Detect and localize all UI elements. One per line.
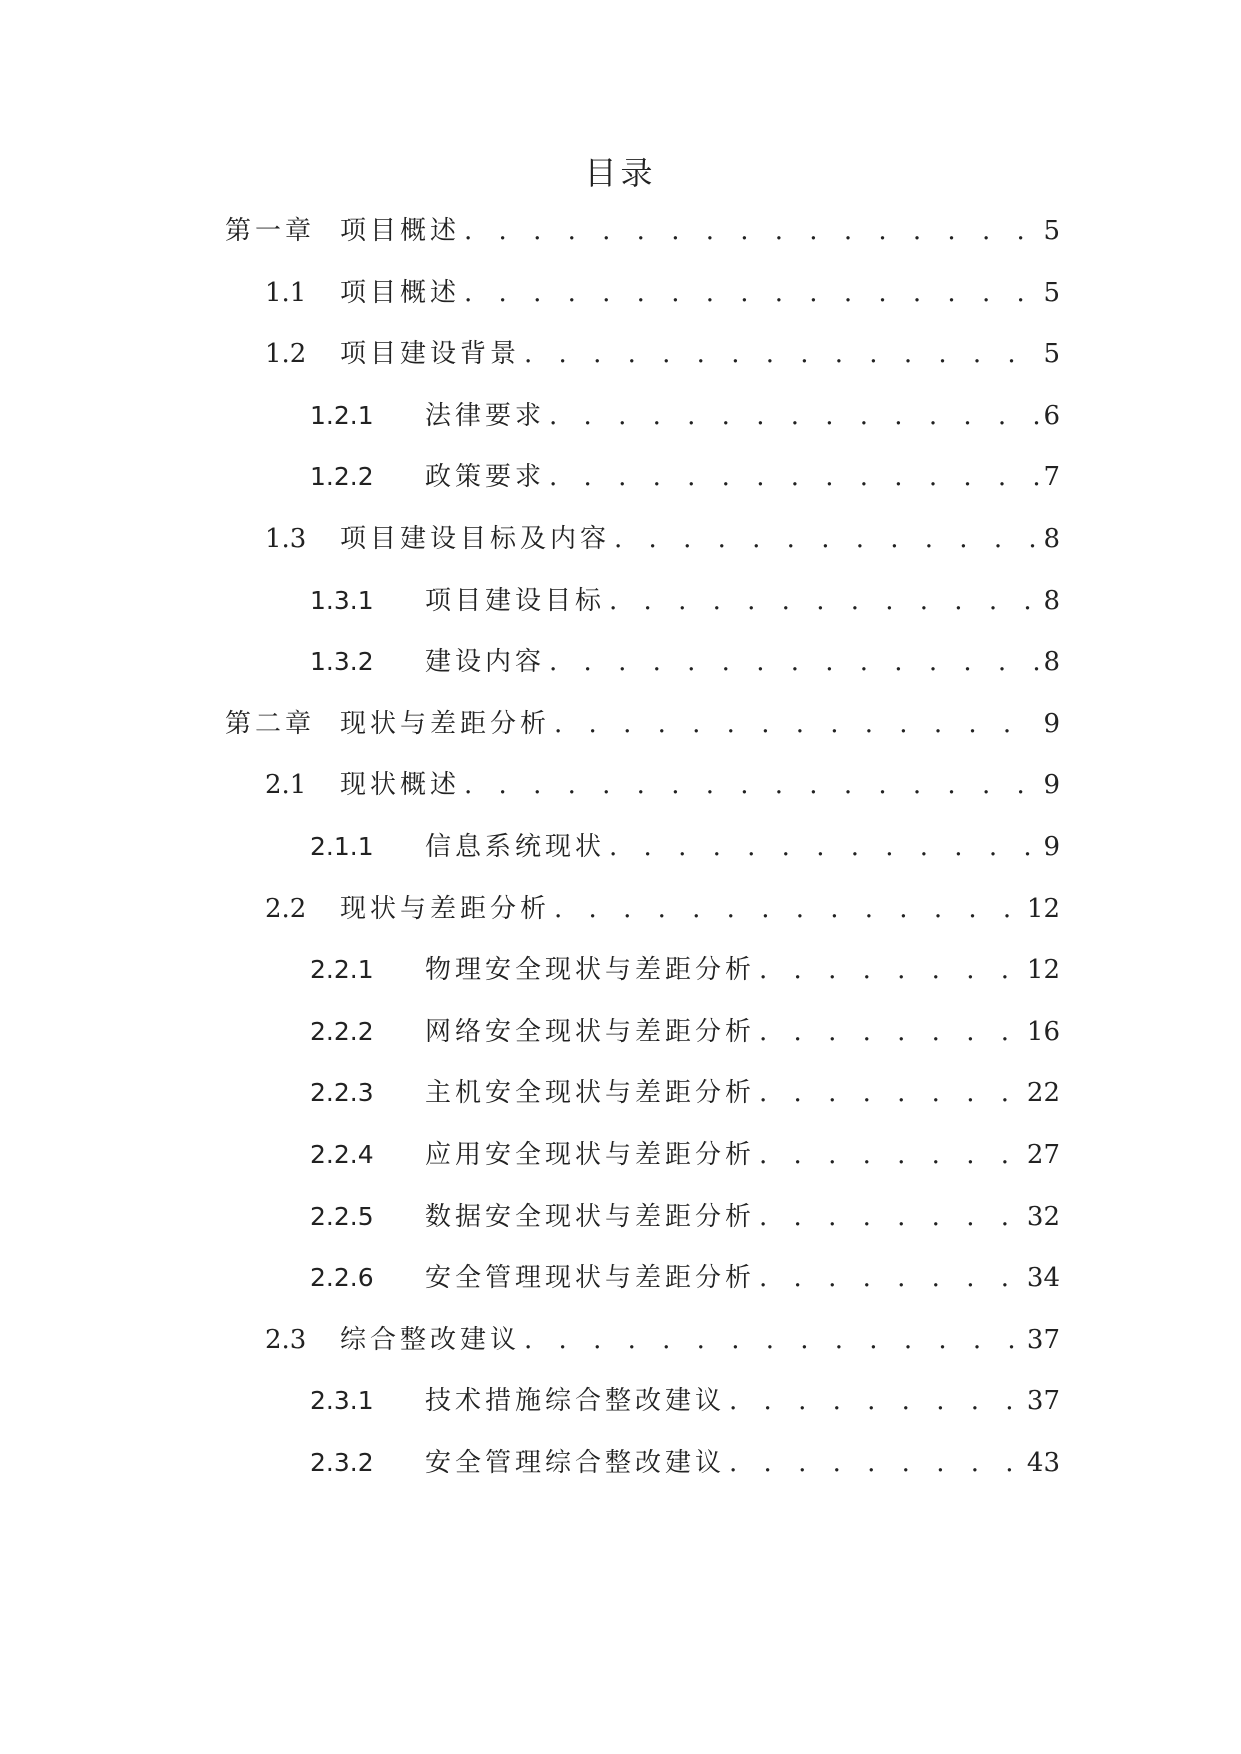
toc-entry-title: 应用安全现状与差距分析 [425, 1139, 756, 1170]
toc-entry[interactable] [225, 1257, 1060, 1319]
toc-entry-page: 5 [1043, 216, 1060, 246]
toc-entry[interactable] [225, 1072, 1060, 1134]
toc-entry[interactable] [225, 333, 1060, 395]
toc-entry-number: 1.3 [265, 523, 307, 554]
toc-entry-title: 安全管理现状与差距分析 [425, 1263, 756, 1294]
toc-entry[interactable] [225, 272, 1060, 334]
toc-entry-title: 现状概述 [340, 770, 461, 801]
toc-entry-number: 2.2 [265, 893, 307, 924]
toc-leader-dots [729, 1448, 1023, 1478]
toc-entry-number: 2.3 [265, 1324, 307, 1355]
toc-entry[interactable] [225, 518, 1060, 580]
toc-entry-page: 5 [1043, 339, 1060, 370]
toc-entry-title: 安全管理综合整改建议 [425, 1447, 726, 1478]
toc-leader-dots [524, 339, 1039, 369]
toc-entry-number: 1.2.2 [310, 462, 374, 492]
toc-entry-title: 项目建设目标及内容 [340, 523, 611, 554]
toc-entry-page: 9 [1043, 770, 1060, 801]
toc-entry-page: 8 [1043, 585, 1060, 616]
toc-leader-dots [759, 1017, 1023, 1047]
toc-leader-dots [609, 586, 1039, 616]
toc-entry-title: 信息系统现状 [425, 831, 606, 862]
toc-entry-title: 政策要求 [425, 462, 546, 493]
toc-entry[interactable] [225, 1196, 1060, 1258]
toc-entry-title: 项目建设背景 [340, 339, 521, 370]
toc-entry-title: 建设内容 [425, 647, 546, 678]
toc-entry[interactable] [225, 1134, 1060, 1196]
toc-entry-page: 32 [1026, 1201, 1060, 1232]
toc-entry-title: 项目概述 [340, 216, 461, 246]
toc-entry-title: 项目建设目标 [425, 585, 606, 616]
toc-entry-number: 2.2.3 [310, 1078, 374, 1108]
toc-entry[interactable] [225, 888, 1060, 950]
toc-heading: 目录 [584, 154, 657, 192]
toc-leader-dots [554, 709, 1039, 739]
toc-leader-dots [549, 401, 1039, 431]
toc-entry-number: 2.1.1 [310, 831, 374, 861]
toc-entry-title: 主机安全现状与差距分析 [425, 1078, 756, 1109]
toc-entry-page: 8 [1043, 647, 1060, 678]
toc-leader-dots [759, 1263, 1023, 1293]
toc-leader-dots [759, 1202, 1023, 1232]
toc-entry-title: 技术措施综合整改建议 [425, 1386, 726, 1417]
toc-entry[interactable] [225, 1442, 1060, 1504]
toc-entry-page: 9 [1043, 831, 1060, 862]
toc-leader-dots [759, 1078, 1023, 1108]
toc-entry[interactable] [225, 456, 1060, 518]
toc-entry-page: 5 [1043, 277, 1060, 308]
toc-entry-number: 2.2.6 [310, 1263, 374, 1293]
toc-entry-page: 7 [1043, 462, 1060, 493]
toc-entry[interactable] [225, 210, 1060, 272]
toc-entry-page: 43 [1026, 1447, 1060, 1478]
toc-entry-page: 22 [1026, 1078, 1060, 1109]
toc-leader-dots [614, 524, 1039, 554]
toc-entry[interactable] [225, 1011, 1060, 1073]
toc-entry-number: 1.2.1 [310, 400, 374, 430]
toc-entry-number: 第一章 [225, 216, 316, 246]
toc-leader-dots [609, 832, 1039, 862]
toc-leader-dots [464, 216, 1039, 246]
toc-entry[interactable] [225, 703, 1060, 765]
toc-entry[interactable] [225, 1380, 1060, 1442]
toc-entry[interactable] [225, 395, 1060, 457]
toc-entry[interactable] [225, 949, 1060, 1011]
toc-entry-title: 现状与差距分析 [340, 708, 551, 739]
toc-entry-page: 12 [1026, 893, 1060, 924]
toc-entry-title: 项目概述 [340, 277, 461, 308]
toc-entry-page: 6 [1043, 400, 1060, 431]
toc-entry-number: 1.2 [265, 339, 307, 370]
toc-entry-number: 1.3.2 [310, 647, 374, 677]
toc-entry-page: 8 [1043, 523, 1060, 554]
toc-leader-dots [524, 1325, 1023, 1355]
toc-entry-number: 第二章 [225, 708, 316, 739]
toc-leader-dots [464, 770, 1039, 800]
toc-entry-page: 12 [1026, 955, 1060, 986]
toc-entry[interactable] [225, 641, 1060, 703]
toc-entry-page: 9 [1043, 708, 1060, 739]
toc-entry-number: 2.2.2 [310, 1016, 374, 1046]
toc-entry[interactable] [225, 580, 1060, 642]
toc-entry-number: 2.3.1 [310, 1386, 374, 1416]
toc-entry-page: 37 [1026, 1324, 1060, 1355]
toc-entry-title: 网络安全现状与差距分析 [425, 1016, 756, 1047]
toc-entry-page: 16 [1026, 1016, 1060, 1047]
toc-entry-title: 物理安全现状与差距分析 [425, 955, 756, 986]
toc-entry-number: 1.1 [265, 277, 307, 308]
toc-entry-title: 数据安全现状与差距分析 [425, 1201, 756, 1232]
toc-entry-number: 2.2.1 [310, 955, 374, 985]
toc-entry-page: 37 [1026, 1386, 1060, 1417]
toc-entry[interactable] [225, 1319, 1060, 1381]
toc-entry-title: 综合整改建议 [340, 1324, 521, 1355]
table-of-contents [225, 210, 1060, 1503]
toc-entry[interactable] [225, 764, 1060, 826]
toc-entry-title: 法律要求 [425, 400, 546, 431]
toc-leader-dots [759, 1140, 1023, 1170]
toc-leader-dots [549, 462, 1039, 492]
toc-leader-dots [464, 278, 1039, 308]
toc-entry-number: 2.1 [265, 770, 307, 801]
toc-entry[interactable] [225, 826, 1060, 888]
toc-leader-dots [554, 894, 1023, 924]
toc-entry-number: 2.3.2 [310, 1447, 374, 1477]
toc-entry-number: 1.3.1 [310, 585, 374, 615]
toc-entry-page: 27 [1026, 1139, 1060, 1170]
toc-entry-number: 2.2.4 [310, 1139, 374, 1169]
toc-entry-number: 2.2.5 [310, 1201, 374, 1231]
toc-entry-page: 34 [1026, 1263, 1060, 1294]
toc-entry-title: 现状与差距分析 [340, 893, 551, 924]
toc-leader-dots [549, 647, 1039, 677]
toc-leader-dots [729, 1386, 1023, 1416]
toc-leader-dots [759, 955, 1023, 985]
